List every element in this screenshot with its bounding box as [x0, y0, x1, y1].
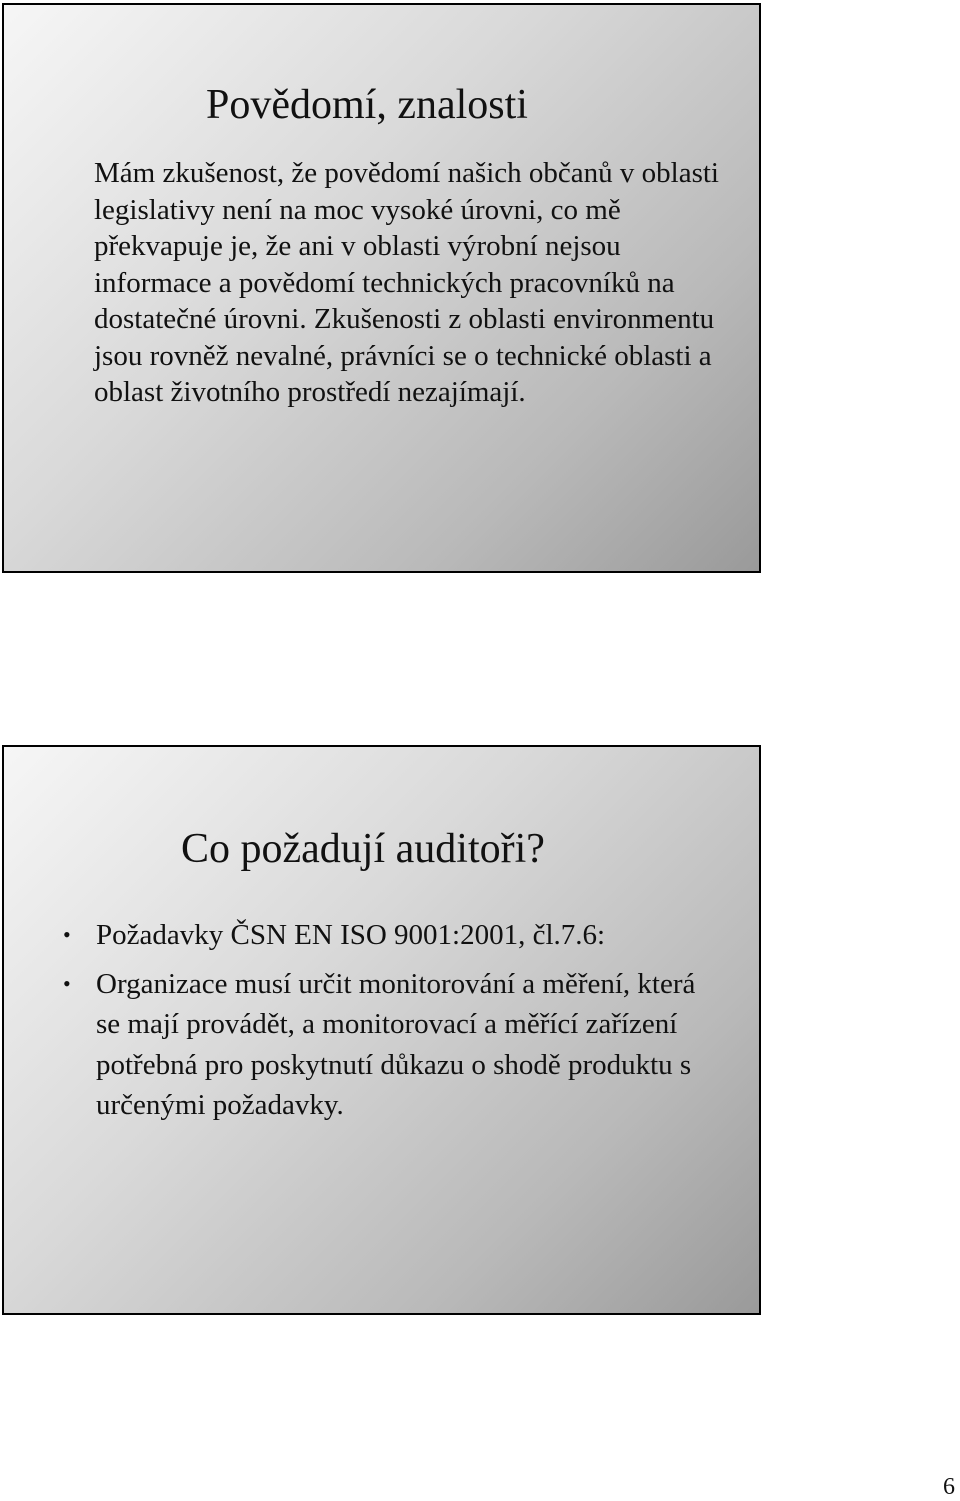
- slide-1: [2, 3, 761, 573]
- bullet-dot-icon: •: [63, 922, 71, 947]
- bullet-dot-icon: •: [63, 970, 71, 996]
- bullet-text: Požadavky ČSN EN ISO 9001:2001, čl.7.6:: [96, 919, 606, 951]
- slide-1-title: Povědomí, znalosti: [206, 82, 528, 128]
- slide-2-title: Co požadují auditoři?: [181, 826, 545, 872]
- slide-1-paragraph: Mám zkušenost, že povědomí našich občanů v oblasti legislativy není na moc vysoké úrovni, co mě překvapuje je, že ani v oblasti výrobní nejsou informace a povědomí technických pracovníků na dostatečné úrovni. Zkušenosti z oblasti environmentu jsou rovněž nevalné, právníci se o technické oblasti a oblast životního prostředí nezajímají.: [94, 157, 719, 408]
- slide-2-bullet-list: [59, 915, 719, 1134]
- bullet-item: [59, 964, 719, 1126]
- slide-2: [2, 745, 761, 1315]
- bullet-text: Organizace musí určit monitorování a měření, která se mají provádět, a monitorovací a měřící zařízení potřebná pro poskytnutí důkazu o shodě produktu s určenými požadavky.: [96, 967, 696, 1121]
- page-number: 6: [943, 1474, 955, 1500]
- bullet-item: [59, 915, 719, 956]
